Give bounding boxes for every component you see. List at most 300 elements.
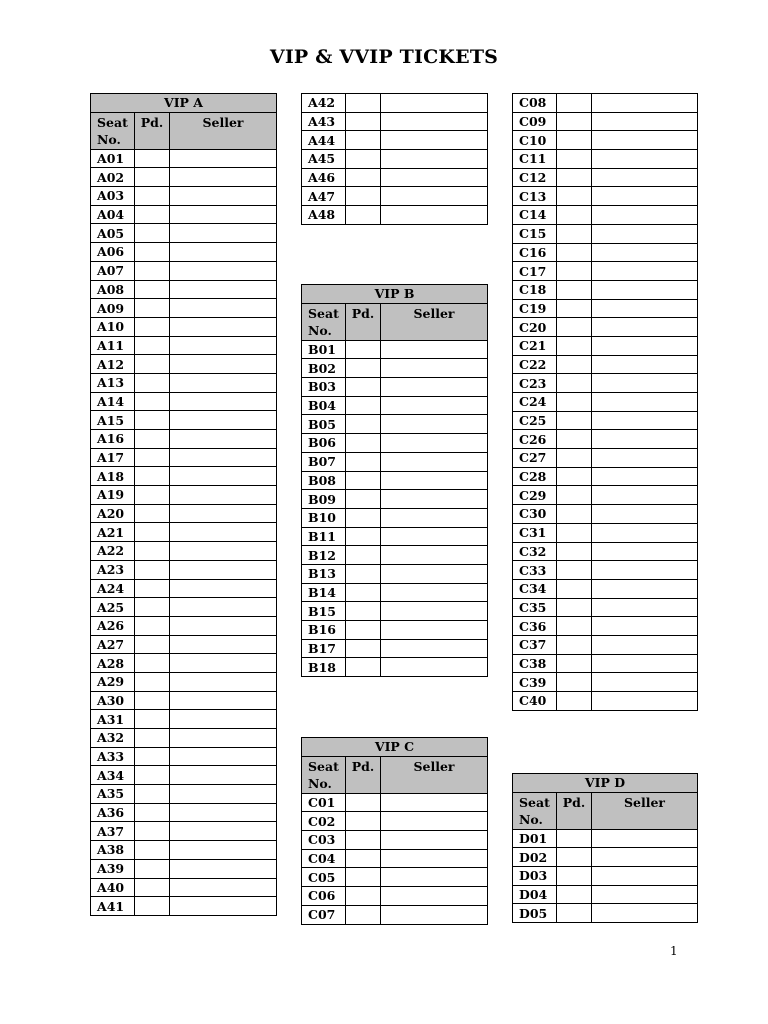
vip-c-continued-table — [512, 93, 698, 711]
seller-cell — [381, 831, 488, 850]
table-row — [91, 841, 277, 860]
seat-number: C28 — [513, 467, 557, 486]
seller-column-header: Seller — [381, 756, 488, 793]
table-row — [91, 187, 277, 206]
seller-cell — [381, 206, 488, 225]
seller-cell — [170, 560, 277, 579]
seat-number: C34 — [513, 579, 557, 598]
table-row — [513, 131, 698, 150]
seller-column-header: Seller — [381, 303, 488, 340]
seller-cell — [592, 523, 698, 542]
seat-number: B14 — [302, 583, 346, 602]
seller-cell — [170, 710, 277, 729]
seller-cell — [381, 452, 488, 471]
seat-number: B13 — [302, 564, 346, 583]
table-heading: VIP B — [302, 285, 488, 304]
paid-cell — [557, 867, 592, 886]
seat-number: B02 — [302, 359, 346, 378]
seller-cell — [381, 490, 488, 509]
seat-number: D03 — [513, 867, 557, 886]
paid-cell — [557, 206, 592, 225]
paid-cell — [135, 803, 170, 822]
paid-cell — [346, 849, 381, 868]
seat-number: A06 — [91, 243, 135, 262]
paid-cell — [346, 564, 381, 583]
paid-cell — [557, 430, 592, 449]
table-row — [302, 849, 488, 868]
seller-cell — [170, 448, 277, 467]
seat-number: A45 — [302, 150, 346, 169]
seat-number: A36 — [91, 803, 135, 822]
seat-number: A29 — [91, 672, 135, 691]
seller-cell — [592, 224, 698, 243]
table-row — [513, 94, 698, 113]
paid-cell — [135, 878, 170, 897]
seat-number: C03 — [302, 831, 346, 850]
paid-cell — [557, 299, 592, 318]
table-row — [91, 785, 277, 804]
table-row — [302, 112, 488, 131]
table-heading: VIP D — [513, 774, 698, 793]
paid-cell — [557, 280, 592, 299]
paid-cell — [346, 187, 381, 206]
paid-cell — [557, 523, 592, 542]
table-row — [302, 546, 488, 565]
seller-cell — [592, 542, 698, 561]
paid-cell — [135, 355, 170, 374]
paid-cell — [135, 654, 170, 673]
paid-cell — [557, 374, 592, 393]
paid-cell — [135, 523, 170, 542]
seller-cell — [592, 486, 698, 505]
seat-number: A39 — [91, 859, 135, 878]
seller-cell — [381, 94, 488, 113]
seller-cell — [170, 878, 277, 897]
seat-number: A28 — [91, 654, 135, 673]
paid-cell — [346, 168, 381, 187]
seat-number: B10 — [302, 508, 346, 527]
table-heading: VIP C — [302, 738, 488, 757]
table-row — [513, 635, 698, 654]
seller-cell — [170, 504, 277, 523]
paid-cell — [557, 635, 592, 654]
table-row — [91, 411, 277, 430]
table-row — [302, 490, 488, 509]
seller-cell — [592, 885, 698, 904]
seller-cell — [592, 243, 698, 262]
table-row — [91, 317, 277, 336]
seller-cell — [592, 867, 698, 886]
seller-cell — [592, 848, 698, 867]
seller-cell — [592, 904, 698, 923]
paid-cell — [135, 205, 170, 224]
seat-number: A41 — [91, 897, 135, 916]
table-row — [302, 602, 488, 621]
paid-cell — [346, 639, 381, 658]
seat-number: C08 — [513, 94, 557, 113]
seller-cell — [170, 411, 277, 430]
paid-cell — [135, 598, 170, 617]
table-row — [513, 904, 698, 923]
paid-cell — [557, 673, 592, 692]
seat-number: C09 — [513, 112, 557, 131]
table-heading: VIP A — [91, 94, 277, 113]
seller-cell — [592, 262, 698, 281]
seller-cell — [381, 378, 488, 397]
seat-number: C13 — [513, 187, 557, 206]
seller-cell — [592, 654, 698, 673]
paid-cell — [557, 393, 592, 412]
seat-number: A03 — [91, 187, 135, 206]
paid-cell — [135, 710, 170, 729]
table-row — [91, 560, 277, 579]
table-row — [302, 583, 488, 602]
table-row — [513, 168, 698, 187]
vip-d-table — [512, 773, 698, 923]
seat-column-header: Seat No. — [513, 792, 557, 829]
seat-column-header: Seat No. — [91, 112, 135, 149]
paid-cell — [557, 505, 592, 524]
seller-cell — [592, 411, 698, 430]
seller-cell — [170, 355, 277, 374]
paid-cell — [135, 149, 170, 168]
table-row — [513, 692, 698, 711]
seat-number: C32 — [513, 542, 557, 561]
paid-cell — [346, 793, 381, 812]
paid-cell — [135, 448, 170, 467]
paid-column-header: Pd. — [135, 112, 170, 149]
seller-cell — [592, 150, 698, 169]
seller-cell — [592, 579, 698, 598]
table-row — [91, 729, 277, 748]
seat-number: C29 — [513, 486, 557, 505]
table-row — [91, 654, 277, 673]
seller-cell — [381, 793, 488, 812]
table-row — [302, 905, 488, 924]
paid-cell — [346, 131, 381, 150]
paid-cell — [135, 430, 170, 449]
paid-cell — [135, 168, 170, 187]
vip-a-table — [90, 93, 277, 916]
table-row — [513, 673, 698, 692]
seller-cell — [170, 654, 277, 673]
seat-number: C11 — [513, 150, 557, 169]
seat-number: A07 — [91, 261, 135, 280]
seat-number: A26 — [91, 616, 135, 635]
seat-number: C06 — [302, 887, 346, 906]
table-row — [91, 691, 277, 710]
seat-number: B06 — [302, 434, 346, 453]
seat-number: C14 — [513, 206, 557, 225]
seller-cell — [170, 598, 277, 617]
seat-number: A46 — [302, 168, 346, 187]
seat-number: C17 — [513, 262, 557, 281]
table-row — [513, 579, 698, 598]
table-row — [513, 336, 698, 355]
table-row — [513, 187, 698, 206]
table-row — [302, 452, 488, 471]
seat-number: C12 — [513, 168, 557, 187]
paid-cell — [346, 508, 381, 527]
table-row — [302, 187, 488, 206]
seller-cell — [381, 868, 488, 887]
table-row — [513, 885, 698, 904]
table-row — [302, 434, 488, 453]
seller-cell — [592, 561, 698, 580]
seller-cell — [170, 542, 277, 561]
table-row — [91, 803, 277, 822]
table-row — [302, 812, 488, 831]
seat-number: C30 — [513, 505, 557, 524]
paid-cell — [346, 621, 381, 640]
table-row — [91, 523, 277, 542]
seller-cell — [381, 150, 488, 169]
paid-column-header: Pd. — [346, 303, 381, 340]
paid-cell — [346, 415, 381, 434]
seat-number: B08 — [302, 471, 346, 490]
seat-number: B07 — [302, 452, 346, 471]
paid-cell — [135, 579, 170, 598]
paid-cell — [557, 598, 592, 617]
paid-cell — [557, 112, 592, 131]
paid-cell — [135, 486, 170, 505]
paid-cell — [557, 411, 592, 430]
table-row — [513, 224, 698, 243]
seller-cell — [381, 187, 488, 206]
table-row — [513, 262, 698, 281]
seat-number: A47 — [302, 187, 346, 206]
seller-cell — [170, 168, 277, 187]
seat-number: A33 — [91, 747, 135, 766]
seat-number: A22 — [91, 542, 135, 561]
paid-cell — [135, 691, 170, 710]
table-row — [91, 336, 277, 355]
seat-number: A08 — [91, 280, 135, 299]
table-row — [302, 508, 488, 527]
paid-cell — [557, 654, 592, 673]
seller-cell — [592, 393, 698, 412]
paid-cell — [557, 829, 592, 848]
table-row — [91, 430, 277, 449]
seat-number: A17 — [91, 448, 135, 467]
seat-number: A38 — [91, 841, 135, 860]
table-row — [513, 848, 698, 867]
seat-number: A25 — [91, 598, 135, 617]
page-title: VIP & VVIP TICKETS — [269, 46, 499, 68]
seat-number: D05 — [513, 904, 557, 923]
vip-b-table — [301, 284, 488, 677]
seller-cell — [592, 467, 698, 486]
seller-column-header: Seller — [592, 792, 698, 829]
seat-number: A31 — [91, 710, 135, 729]
table-row — [91, 243, 277, 262]
seat-number: C05 — [302, 868, 346, 887]
seat-number: B18 — [302, 658, 346, 677]
seller-cell — [381, 415, 488, 434]
seat-number: C21 — [513, 336, 557, 355]
paid-cell — [346, 94, 381, 113]
seller-cell — [381, 887, 488, 906]
seat-number: C37 — [513, 635, 557, 654]
paid-column-header: Pd. — [346, 756, 381, 793]
seller-cell — [592, 829, 698, 848]
seller-cell — [592, 355, 698, 374]
table-row — [302, 793, 488, 812]
seller-cell — [381, 812, 488, 831]
table-row — [91, 878, 277, 897]
seller-cell — [170, 486, 277, 505]
seller-cell — [170, 859, 277, 878]
seat-number: A37 — [91, 822, 135, 841]
table-row — [91, 747, 277, 766]
table-row — [302, 527, 488, 546]
table-row — [91, 710, 277, 729]
seat-number: A43 — [302, 112, 346, 131]
paid-cell — [346, 527, 381, 546]
paid-cell — [557, 692, 592, 711]
table-row — [91, 373, 277, 392]
seller-cell — [170, 822, 277, 841]
paid-cell — [135, 373, 170, 392]
table-row — [513, 523, 698, 542]
paid-cell — [346, 546, 381, 565]
seller-cell — [381, 602, 488, 621]
seat-number: A09 — [91, 299, 135, 318]
seller-cell — [170, 616, 277, 635]
table-row — [91, 261, 277, 280]
paid-cell — [346, 112, 381, 131]
seat-number: C35 — [513, 598, 557, 617]
seat-number: A48 — [302, 206, 346, 225]
paid-cell — [135, 766, 170, 785]
seat-number: A20 — [91, 504, 135, 523]
table-row — [302, 868, 488, 887]
table-row — [302, 396, 488, 415]
seller-cell — [381, 340, 488, 359]
seller-cell — [381, 527, 488, 546]
seller-cell — [592, 206, 698, 225]
seller-cell — [170, 336, 277, 355]
seller-cell — [381, 905, 488, 924]
paid-cell — [557, 150, 592, 169]
table-row — [513, 299, 698, 318]
paid-cell — [557, 224, 592, 243]
seller-cell — [592, 374, 698, 393]
seller-cell — [170, 224, 277, 243]
paid-cell — [346, 583, 381, 602]
seat-number: A11 — [91, 336, 135, 355]
paid-cell — [346, 905, 381, 924]
paid-cell — [557, 187, 592, 206]
paid-cell — [135, 672, 170, 691]
seat-number: A12 — [91, 355, 135, 374]
paid-cell — [557, 336, 592, 355]
seat-number: B17 — [302, 639, 346, 658]
paid-cell — [557, 486, 592, 505]
table-row — [513, 617, 698, 636]
seat-column-header: Seat No. — [302, 303, 346, 340]
table-row — [302, 168, 488, 187]
seat-number: B09 — [302, 490, 346, 509]
seat-number: B03 — [302, 378, 346, 397]
seller-cell — [592, 112, 698, 131]
paid-cell — [135, 542, 170, 561]
paid-cell — [135, 224, 170, 243]
seat-number: C04 — [302, 849, 346, 868]
paid-cell — [135, 280, 170, 299]
seller-cell — [170, 691, 277, 710]
seller-cell — [592, 336, 698, 355]
seller-cell — [170, 187, 277, 206]
paid-cell — [135, 299, 170, 318]
paid-cell — [557, 467, 592, 486]
seat-number: C16 — [513, 243, 557, 262]
seat-number: A02 — [91, 168, 135, 187]
seat-number: D01 — [513, 829, 557, 848]
paid-cell — [346, 359, 381, 378]
seat-number: A23 — [91, 560, 135, 579]
table-row — [91, 859, 277, 878]
table-row — [302, 415, 488, 434]
seller-cell — [170, 897, 277, 916]
seller-cell — [381, 168, 488, 187]
table-row — [302, 471, 488, 490]
paid-cell — [346, 658, 381, 677]
seat-number: C23 — [513, 374, 557, 393]
paid-cell — [346, 340, 381, 359]
seller-cell — [592, 430, 698, 449]
table-row — [91, 205, 277, 224]
seller-cell — [381, 583, 488, 602]
table-row — [91, 579, 277, 598]
paid-cell — [346, 452, 381, 471]
seller-cell — [170, 785, 277, 804]
seller-cell — [170, 280, 277, 299]
seat-number: D04 — [513, 885, 557, 904]
seller-cell — [381, 131, 488, 150]
paid-cell — [346, 396, 381, 415]
seat-number: C22 — [513, 355, 557, 374]
table-row — [91, 542, 277, 561]
paid-cell — [557, 94, 592, 113]
seller-cell — [592, 635, 698, 654]
table-row — [302, 621, 488, 640]
seat-number: C36 — [513, 617, 557, 636]
paid-cell — [135, 729, 170, 748]
paid-cell — [346, 602, 381, 621]
seat-number: A16 — [91, 430, 135, 449]
seat-number: D02 — [513, 848, 557, 867]
table-row — [91, 486, 277, 505]
seat-number: A32 — [91, 729, 135, 748]
seller-cell — [592, 598, 698, 617]
table-row — [302, 658, 488, 677]
seller-cell — [170, 373, 277, 392]
paid-cell — [557, 262, 592, 281]
seat-number: C39 — [513, 673, 557, 692]
seller-cell — [381, 359, 488, 378]
seller-cell — [170, 317, 277, 336]
seller-cell — [170, 579, 277, 598]
table-row — [91, 766, 277, 785]
seller-cell — [592, 505, 698, 524]
vip-c-table — [301, 737, 488, 925]
paid-cell — [135, 560, 170, 579]
paid-cell — [135, 467, 170, 486]
paid-cell — [135, 747, 170, 766]
seat-column-header: Seat No. — [302, 756, 346, 793]
seller-cell — [381, 112, 488, 131]
